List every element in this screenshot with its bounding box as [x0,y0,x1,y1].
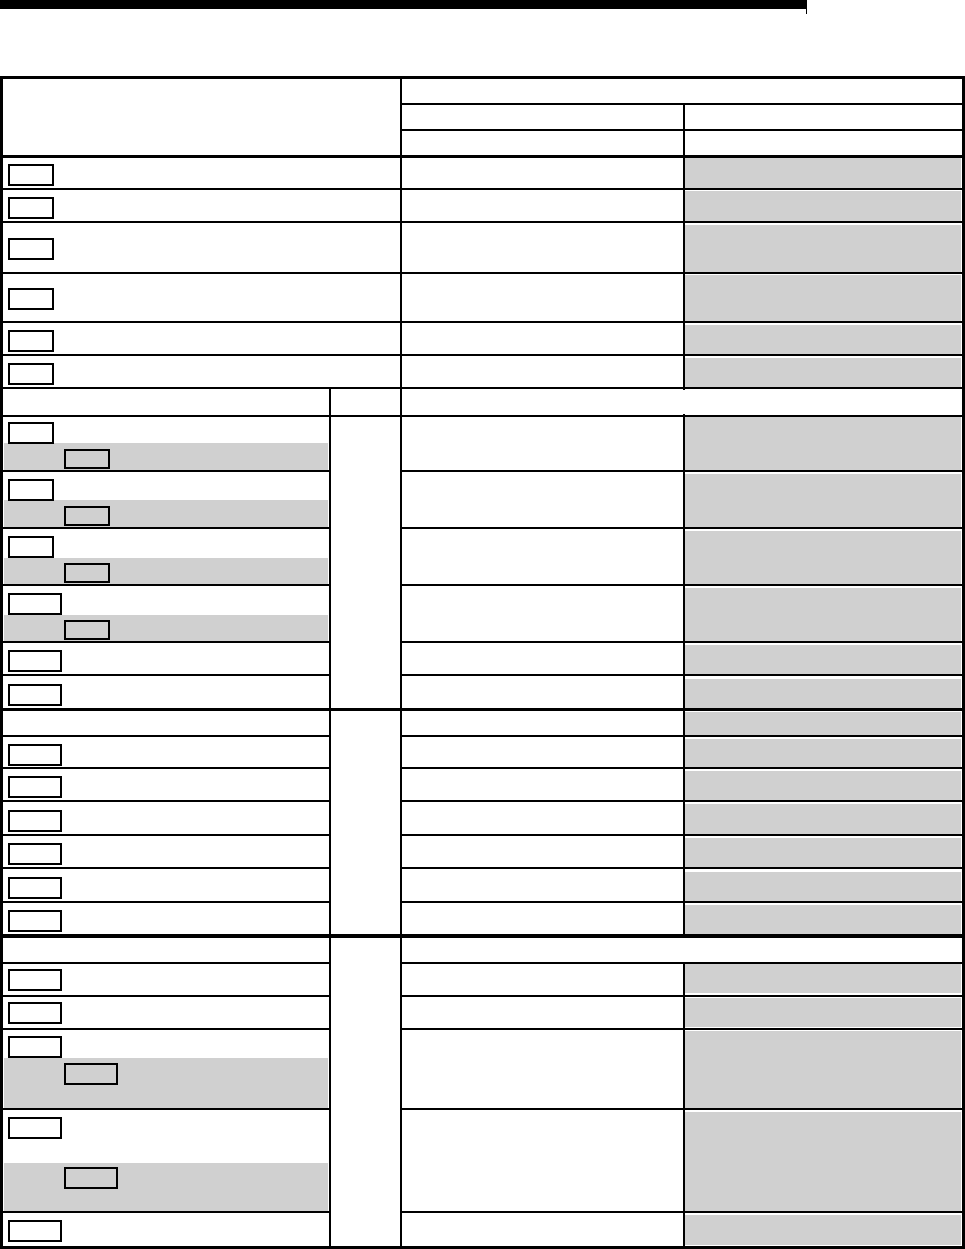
row-rule [2,767,329,769]
label-box [8,363,54,385]
label-box [8,650,62,672]
row-rule [401,834,963,836]
column-rule [683,962,685,1248]
row-rule [401,1211,963,1213]
row-rule [2,962,329,964]
row-rule [2,221,963,223]
label-box [8,164,54,186]
row-rule [401,584,963,586]
row-rule [401,470,963,472]
label-box [8,288,54,310]
row-rule [2,527,329,529]
row-rule [2,995,329,997]
label-box [64,563,110,583]
row-rule [2,387,963,389]
label-box [64,1063,118,1085]
header-rule [401,129,963,131]
label-box [8,1117,62,1139]
label-box [8,744,62,766]
label-box [64,449,110,469]
row-rule [2,735,329,737]
row-rule [2,901,329,903]
label-box [8,197,54,219]
row-rule [401,901,963,903]
label-box [8,1220,62,1242]
column-rule [683,103,685,390]
column-rule [400,77,402,1248]
header-rule [2,155,963,158]
table-border [0,76,965,1249]
row-rule [2,867,329,869]
row-rule [401,1108,963,1110]
row-rule [2,470,329,472]
row-rule [2,354,963,356]
row-rule [2,674,329,676]
label-box [64,506,110,526]
row-rule [401,767,963,769]
column-rule [329,389,331,1248]
row-rule [401,641,963,643]
row-rule [401,527,963,529]
label-box [8,479,54,501]
row-rule [2,415,963,417]
label-box [64,620,110,640]
row-rule [401,867,963,869]
label-box [8,330,54,352]
row-rule [2,1211,329,1213]
row-rule [2,1028,329,1030]
label-box [8,593,62,615]
row-rule [2,188,963,190]
label-box [8,1002,62,1024]
row-rule [401,735,963,737]
label-box [8,1036,62,1058]
row-rule [2,709,963,711]
row-rule [2,936,963,938]
row-rule [401,962,963,964]
row-rule [2,641,329,643]
row-rule [401,1028,963,1030]
row-rule [401,800,963,802]
label-box [8,910,62,932]
header-rule [401,103,963,105]
row-rule [2,1108,329,1110]
label-box [8,810,62,832]
label-box [8,536,54,558]
label-box [8,238,54,260]
row-rule [401,995,963,997]
label-box [8,776,62,798]
label-box [8,684,62,706]
row-rule [2,272,963,274]
label-box [64,1167,118,1189]
column-rule [683,414,685,936]
row-rule [2,834,329,836]
row-rule [401,674,963,676]
row-rule [2,584,329,586]
label-box [8,422,54,444]
label-box [8,843,62,865]
label-box [8,877,62,899]
row-rule [2,321,963,323]
row-rule [2,800,329,802]
label-box [8,969,62,991]
